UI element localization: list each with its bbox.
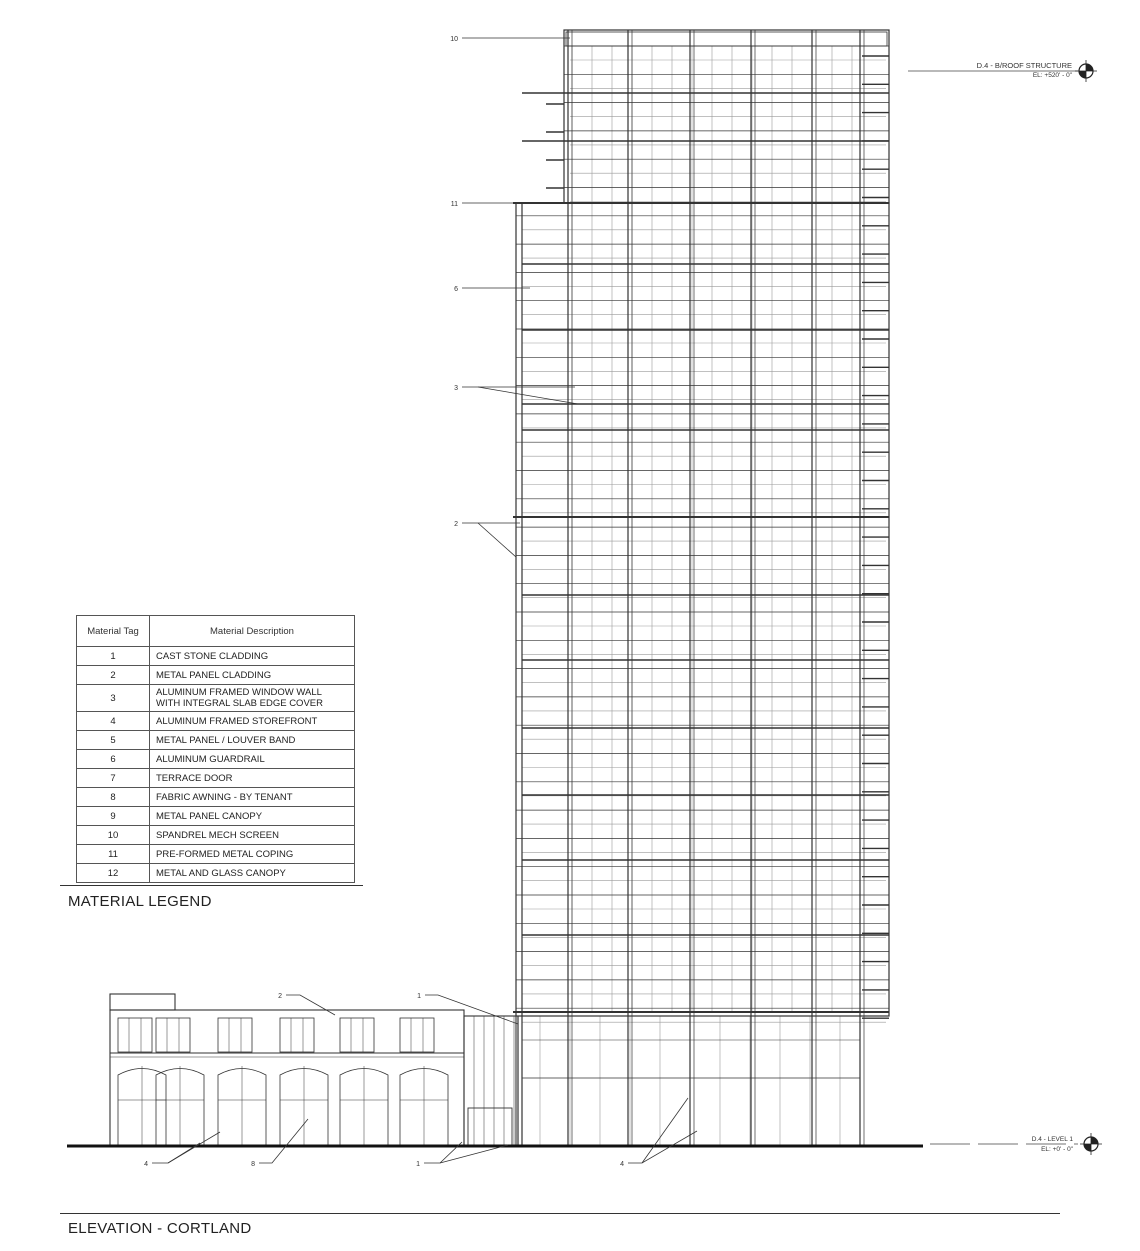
podium-upper-window [400, 1018, 434, 1052]
legend-tag: 3 [77, 685, 150, 712]
callout-leaders [152, 38, 697, 1163]
legend-tag: 7 [77, 769, 150, 788]
legend-row [77, 750, 355, 769]
podium-roof-parapet [110, 994, 175, 1010]
podium-upper-window [218, 1018, 252, 1052]
legend-description: PRE-FORMED METAL COPING [150, 845, 355, 864]
legend-tag: 8 [77, 788, 150, 807]
legend-row [77, 647, 355, 666]
callout-3: 3 [454, 385, 458, 392]
legend-description: METAL PANEL CLADDING [150, 666, 355, 685]
legend-description: METAL PANEL CANOPY [150, 807, 355, 826]
podium-upper-window [340, 1018, 374, 1052]
ground-level-marker-icon [1080, 1133, 1102, 1155]
legend-row [77, 731, 355, 750]
legend-rows [77, 647, 355, 883]
legend-tag: 4 [77, 712, 150, 731]
lobby-entrance [468, 1108, 512, 1146]
legend-row [77, 807, 355, 826]
legend-tag: 6 [77, 750, 150, 769]
roof-level-elevation: EL: +520' - 0" [1032, 72, 1072, 79]
callout-1-base: 1 [416, 1161, 420, 1168]
tower-structure [513, 30, 889, 1146]
legend-description: CAST STONE CLADDING [150, 647, 355, 666]
callout-1-podium: 1 [417, 993, 421, 1000]
callout-11: 11 [450, 201, 458, 208]
legend-description: SPANDREL MECH SCREEN [150, 826, 355, 845]
lobby-outline [464, 1016, 516, 1146]
legend-row [77, 788, 355, 807]
legend-row [77, 712, 355, 731]
podium-upper-window [156, 1018, 190, 1052]
callout-2-podium: 2 [278, 993, 282, 1000]
legend-header-tag: Material Tag [77, 616, 150, 647]
legend-tag: 2 [77, 666, 150, 685]
legend-row [77, 826, 355, 845]
legend-tag: 1 [77, 647, 150, 666]
legend-tag: 12 [77, 864, 150, 883]
elevation-rule [60, 1213, 1060, 1214]
legend-row [77, 845, 355, 864]
legend-header-row [77, 616, 355, 647]
podium-upper-window [280, 1018, 314, 1052]
legend-tag: 11 [77, 845, 150, 864]
legend-description: FABRIC AWNING - BY TENANT [150, 788, 355, 807]
callout-8: 8 [251, 1161, 255, 1168]
legend-description: METAL PANEL / LOUVER BAND [150, 731, 355, 750]
legend-rule [60, 885, 363, 886]
podium-upper-window [118, 1018, 152, 1052]
callout-4-right: 4 [620, 1161, 624, 1168]
callout-10: 10 [450, 36, 458, 43]
legend-description: METAL AND GLASS CANOPY [150, 864, 355, 883]
legend-row [77, 666, 355, 685]
ground-level-elevation: EL: +0' - 0" [1041, 1146, 1073, 1153]
roof-level-name: D.4 - B/ROOF STRUCTURE [976, 61, 1072, 70]
callout-4-left: 4 [144, 1161, 148, 1168]
legend-description: ALUMINUM FRAMED STOREFRONT [150, 712, 355, 731]
mech-screen-band [566, 32, 887, 46]
legend-description: ALUMINUM FRAMED WINDOW WALL WITH INTEGRAL SLAB EDGE COVER [150, 685, 355, 712]
callout-6: 6 [454, 286, 458, 293]
tower-window-grid [522, 46, 886, 1146]
podium-structure [110, 994, 516, 1146]
legend-tag: 10 [77, 826, 150, 845]
callout-2-tower: 2 [454, 521, 458, 528]
roof-level-marker-icon [1075, 60, 1097, 82]
legend-tag: 5 [77, 731, 150, 750]
legend-row [77, 685, 355, 712]
elevation-title: ELEVATION - CORTLAND [68, 1220, 252, 1237]
legend-tag: 9 [77, 807, 150, 826]
legend-row [77, 769, 355, 788]
legend-title: MATERIAL LEGEND [68, 893, 212, 910]
legend-description: ALUMINUM GUARDRAIL [150, 750, 355, 769]
legend-row [77, 864, 355, 883]
material-legend-table [76, 615, 355, 883]
legend-header-description: Material Description [150, 616, 355, 647]
ground-level-name: D.4 - LEVEL 1 [1031, 1136, 1073, 1143]
legend-description: TERRACE DOOR [150, 769, 355, 788]
